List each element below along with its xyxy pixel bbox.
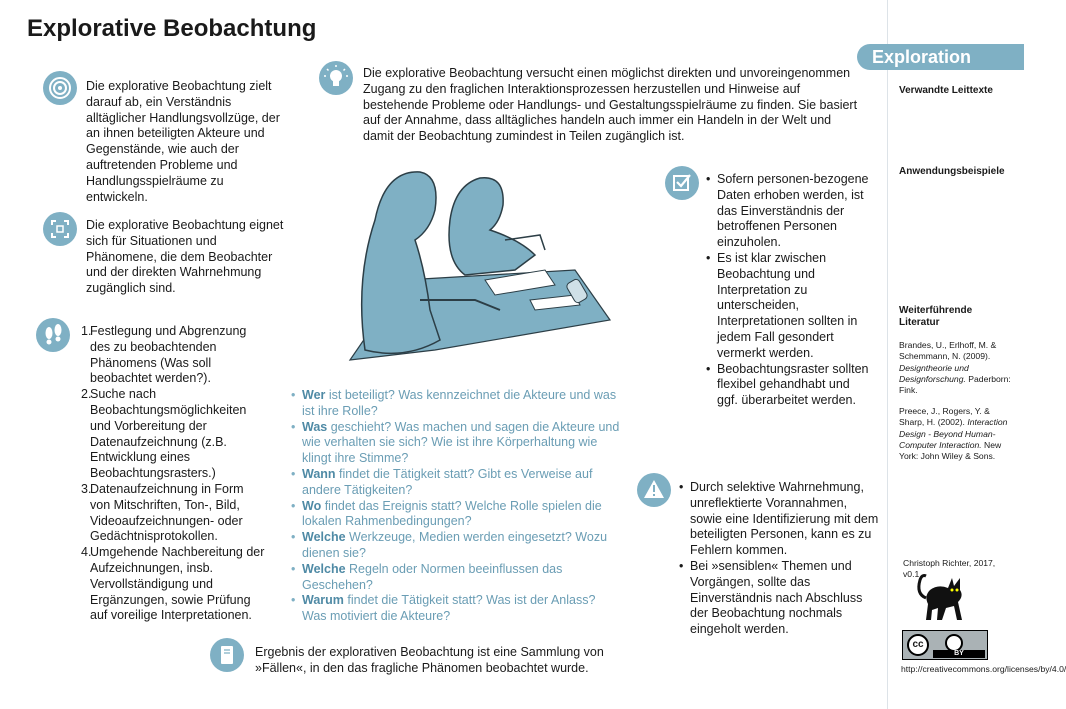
reference-1-authors: Brandes, U., Erlhoff, M. & Schemmann, N. (2009). [899,340,997,362]
list-item [81,545,266,624]
by-label: BY [933,650,985,658]
step-list [81,324,266,624]
examples-link[interactable]: Anwendungsbeispiele [899,166,1005,177]
lightbulb-icon [319,61,353,95]
question-text: Regeln oder Normen beeinflussen das Geschehen? [302,561,563,592]
list-item: • Bei »sensiblen« Themen und Vorgängen, sollte das Einverständnis nach Abschluss der Beobachtung nochmals eingeholt werden. [679,559,879,638]
step-number: 1. [81,324,92,338]
result-text: Ergebnis der explorativen Beobachtung ist eine Sammlung von »Fällen«, in den das fragliche Phänomen beobachtet wurde. [255,645,604,675]
list-item: • Beobachtungsraster sollten flexibel gehandhabt und ggf. überarbeitet werden. [706,362,871,409]
step-text: Suche nach Beobachtungsmöglichkeiten und Vorbereitung der Datenaufzeichnung (z.B. Entwicklung eines Beobachtungsrasters.) [90,387,247,481]
question-keyword: Was [302,419,328,434]
question-text: findet das Ereignis statt? Welche Rolle spielen die lokalen Rahmenbedingungen? [302,498,602,529]
step-number: 3. [81,481,92,496]
question-list [291,388,621,625]
question-keyword: Wann [302,466,336,481]
reference-2-title: Interaction Design - Beyond Human-Computer Interaction. [899,417,1008,450]
cc-icon: cc [907,634,929,656]
list-item [291,499,621,531]
list-item [291,420,621,467]
reference-2 [899,406,1017,462]
list-item [81,387,266,482]
reference-1 [899,340,1017,396]
list-item: • Durch selektive Wahrnehmung, unreflektierte Vorannahmen, sowie eine Identifizierung mit dem beteiligten Personen, kann es zu Fehlern kommen. [679,480,879,559]
list-item [81,482,266,545]
step-number: 2. [81,387,92,402]
list-item [291,467,621,499]
list-item: • Es ist klar zwischen Beobachtung und Interpretation zu unterscheiden, Interpretationen sollten in jedem Fall gesondert vermerkt werden. [706,251,871,362]
list-item [81,324,266,387]
question-text: Werkzeuge, Medien werden eingesetzt? Wozu dienen sie? [302,530,608,560]
author-credit: Christoph Richter, 2017, v0.1 [903,558,996,580]
question-keyword: Wo [302,498,322,513]
reference-2-authors: Preece, J., Rogers, Y. & Sharp, H. (2002). [899,406,990,428]
warning-icon [637,473,671,507]
list-item: • Sofern personen-bezogene Daten erhoben werden, ist das Einverständnis der betroffenen Personen einzuholen. [706,172,871,251]
reference-2-publisher: New York: John Wiley & Sons. [899,439,1002,462]
idea-text: Die explorative Beobachtung versucht einen möglichst direkten und unvoreingenommen Zugang zu den fraglichen Interaktionsprozessen herzustellen und Hinweise auf bestehende Probleme oder Handlungs- und Gestaltungsspielräume zu finden. Sie basiert auf der Annahme, dass alltägliches handeln auch immer ein Handeln in der Welt und damit der Beobachtung zumindest in Teilen zugänglich ist. [363,66,858,144]
question-text: ist beteiligt? Was kennzeichnet die Akteure und was ist ihre Rolle? [302,388,617,418]
step-text: Datenaufzeichnung in Form von Mitschriften, Ton-, Bild, Videoaufzeichnungen- oder Gedächtnisprotokollen. [90,481,244,544]
category-badge: Exploration [857,44,1024,70]
page-title: Explorative Beobachtung [27,15,317,42]
question-text: findet die Tätigkeit statt? Was ist der Anlass? Was motiviert die Akteure? [302,593,596,624]
reading-heading: Weiterführende Literatur [899,305,973,328]
reference-1-publisher: Paderborn: Fink. [899,373,1011,396]
step-text: Umgehende Nachbereitung der Aufzeichnungen, insb. Vervollständigung und Ergänzungen, sowie Prüfung auf voreilige Interpretationen. [90,545,265,623]
cc-license-badge[interactable] [902,630,988,660]
question-keyword: Warum [302,593,344,608]
question-text: findet die Tätigkeit statt? Gibt es Verweise auf andere Tätigkeiten? [302,466,593,497]
question-text: geschieht? Was machen und sagen die Akteure und wie verhalten sie sich? Wie ist ihre Körperhaltung wie klingt ihre Stimme? [302,419,620,466]
goal-text: Die explorative Beobachtung zielt darauf ab, ein Verständnis alltäglicher Handlungsvollzüge, der an ihnen beteiligten Akteure und Gegenstände, wie auch der auftretenden Probleme und Handlungsspielräume zu entwickeln. [86,79,280,204]
sidebar-divider [887,0,888,709]
check-list [706,172,871,409]
document-icon [210,638,244,672]
footsteps-icon [36,318,70,352]
question-keyword: Wer [302,388,326,402]
target-icon [43,71,77,105]
focus-frame-icon [43,212,77,246]
black-cat-icon [912,568,972,626]
scope-text: Die explorative Beobachtung eignet sich für Situationen und Phänomene, die dem Beobachter und der direkten Wahrnehmung zugänglich sind. [86,218,284,296]
checkbox-icon [665,166,699,200]
observation-illustration [345,160,613,382]
reference-1-title: Designtheorie und Designforschung. [899,362,969,384]
question-keyword: Welche [302,530,346,545]
license-url[interactable]: http://creativecommons.org/licenses/by/4.0/ [901,664,1066,674]
list-item [291,562,621,594]
step-number: 4. [81,545,92,560]
list-item [291,593,621,625]
list-item [291,530,621,562]
step-text: Festlegung und Abgrenzung des zu beobachtenden Phänomens (Was soll beobachtet werden?). [90,324,247,386]
list-item [291,388,621,420]
question-keyword: Welche [302,561,346,576]
related-texts-link[interactable]: Verwandte Leittexte [899,85,993,96]
warning-list [679,480,879,638]
